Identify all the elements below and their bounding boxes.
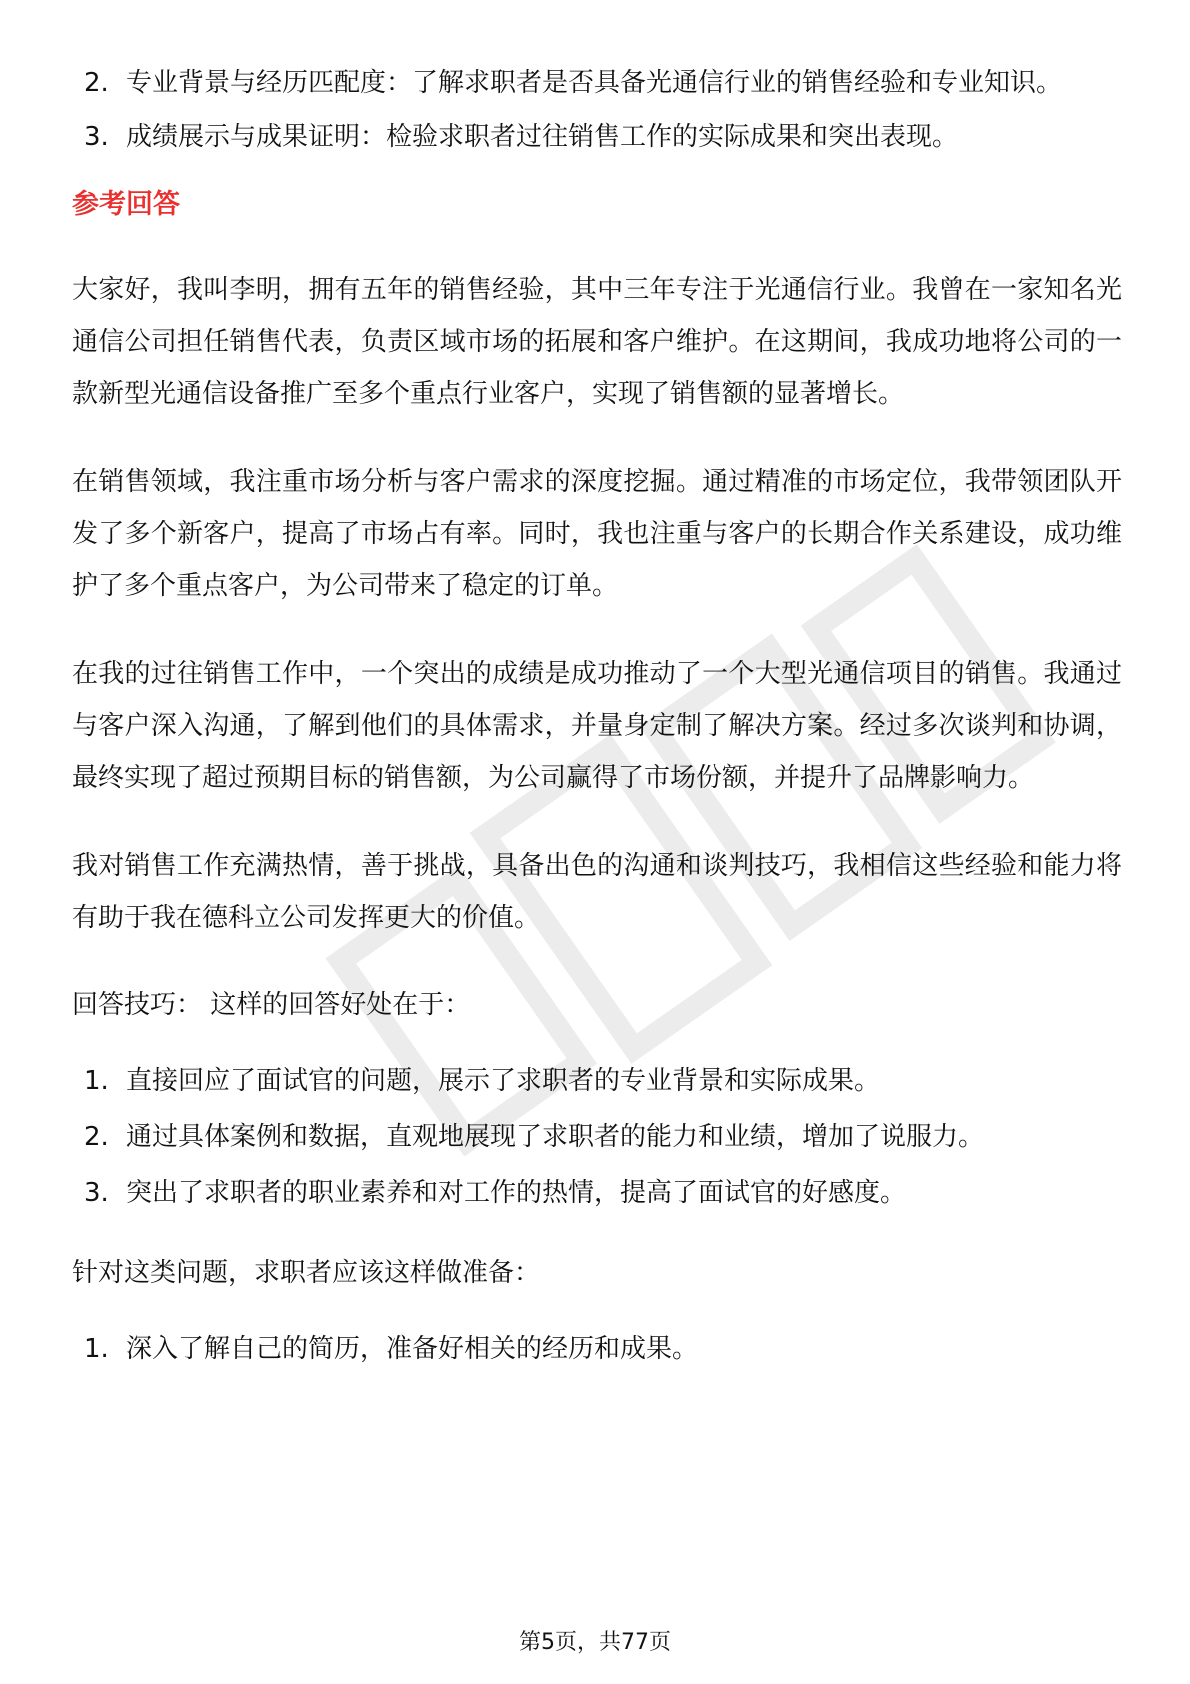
list-item — [72, 1056, 1122, 1106]
answer-paragraph-1: 大家好，我叫李明，拥有五年的销售经验，其中三年专注于光通信行业。我曾在一家知名光通信公司担任销售代表，负责区域市场的拓展和客户维护。在这期间，我成功地将公司的一款新型光通信设备推广至多个重点行业客户，实现了销售额的显著增长。 — [72, 275, 1122, 409]
list-text: 专业背景与经历匹配度：了解求职者是否具备光通信行业的销售经验和专业知识。 — [126, 68, 1063, 98]
list-item — [72, 1168, 1122, 1218]
list-number: 1. — [84, 1066, 109, 1096]
page-footer: 第5页，共77页 — [519, 1630, 671, 1655]
answer-paragraph-3: 在我的过往销售工作中，一个突出的成绩是成功推动了一个大型光通信项目的销售。我通过与客户深入沟通，了解到他们的具体需求，并量身定制了解决方案。经过多次谈判和协调，最终实现了超过预期目标的销售额，为公司赢得了市场份额，并提升了品牌影响力。 — [72, 659, 1122, 793]
list-number: 3. — [84, 1178, 109, 1208]
list-text: 直接回应了面试官的问题，展示了求职者的专业背景和实际成果。 — [126, 1066, 881, 1096]
tips-list — [72, 1056, 1122, 1218]
prep-label: 针对这类问题，求职者应该这样做准备： — [72, 1258, 541, 1288]
list-number: 1. — [84, 1334, 109, 1364]
list-item — [72, 58, 1122, 108]
answer-paragraph-2: 在销售领域，我注重市场分析与客户需求的深度挖掘。通过精准的市场定位，我带领团队开发了多个新客户，提高了市场占有率。同时，我也注重与客户的长期合作关系建设，成功维护了多个重点客户，为公司带来了稳定的订单。 — [72, 467, 1122, 601]
list-item — [72, 112, 1122, 162]
tips-label: 回答技巧： 这样的回答好处在于： — [72, 990, 471, 1020]
list-number: 3. — [84, 122, 109, 152]
list-number: 2. — [84, 68, 109, 98]
list-text: 突出了求职者的职业素养和对工作的热情，提高了面试官的好感度。 — [126, 1178, 907, 1208]
prep-list — [72, 1324, 1122, 1374]
list-number: 2. — [84, 1122, 109, 1152]
answer-paragraph-4: 我对销售工作充满热情，善于挑战，具备出色的沟通和谈判技巧，我相信这些经验和能力将有助于我在德科立公司发挥更大的价值。 — [72, 851, 1122, 933]
main-content — [72, 58, 1122, 1374]
list-text: 深入了解自己的简历，准备好相关的经历和成果。 — [126, 1334, 699, 1364]
top-list — [72, 58, 1122, 162]
list-item — [72, 1324, 1122, 1374]
list-text: 成绩展示与成果证明：检验求职者过往销售工作的实际成果和突出表现。 — [126, 122, 959, 152]
list-text: 通过具体案例和数据，直观地展现了求职者的能力和业绩，增加了说服力。 — [126, 1122, 985, 1152]
list-item — [72, 1112, 1122, 1162]
section-title: 参考回答 — [72, 189, 180, 220]
